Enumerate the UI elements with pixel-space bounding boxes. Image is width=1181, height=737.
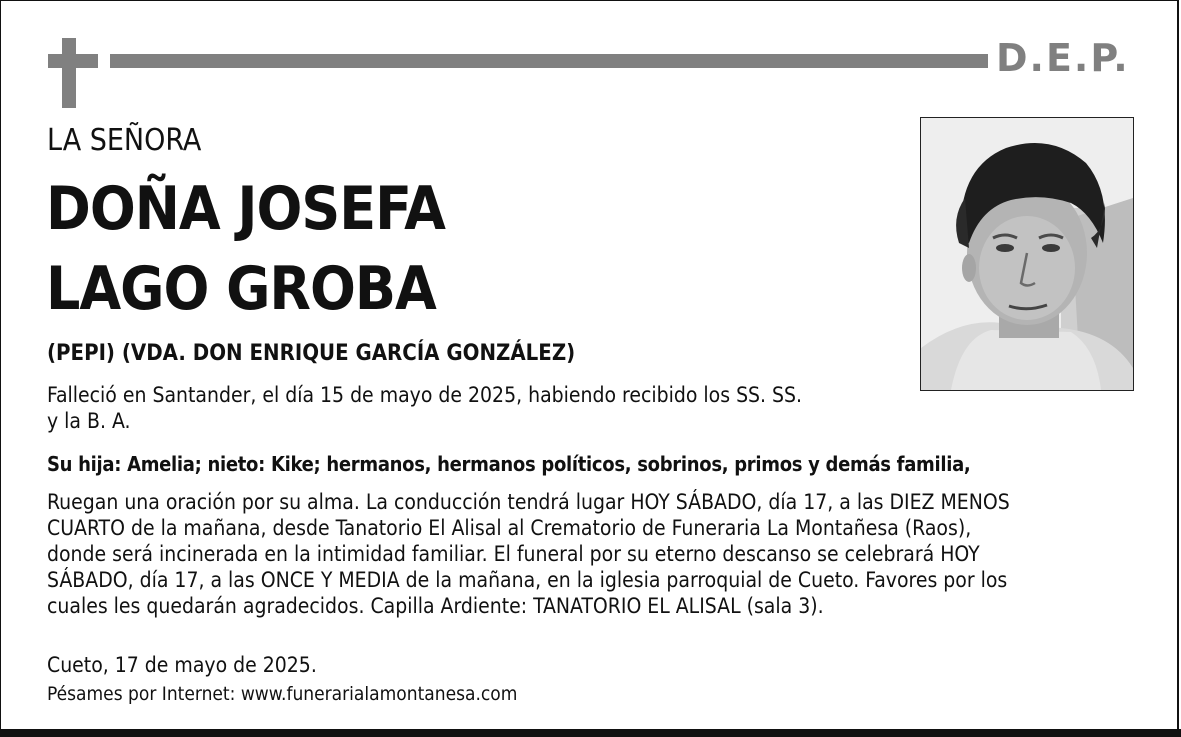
- condolences-line: Pésames por Internet: www.funerarialamontanesa.com: [47, 683, 518, 705]
- death-announcement: [47, 382, 907, 434]
- service-line: Ruegan una oración por su alma. La conducción tendrá lugar HOY SÁBADO, día 17, a las DIEZ MENOS: [47, 490, 1010, 514]
- cross-icon-horizontal: [48, 54, 98, 68]
- header-rule: [110, 54, 988, 68]
- deceased-title: LA SEÑORA: [47, 123, 202, 158]
- family-line: Su hija: Amelia; nieto: Kike; hermanos, hermanos políticos, sobrinos, primos y demás familia,: [47, 452, 971, 476]
- cross-icon-vertical: [62, 38, 76, 108]
- portrait-photo: [920, 117, 1134, 391]
- service-details: [47, 489, 1147, 619]
- service-line: donde será incinerada en la intimidad familiar. El funeral por su eterno descanso se celebrará HOY: [47, 542, 980, 566]
- service-line: cuales les quedarán agradecidos. Capilla Ardiente: TANATORIO EL ALISAL (sala 3).: [47, 594, 824, 618]
- deceased-name-line2: LAGO GROBA: [46, 254, 436, 324]
- bottom-rule: [0, 729, 1181, 737]
- service-line: CUARTO de la mañana, desde Tanatorio El Alisal al Crematorio de Funeraria La Montañesa (Raos),: [47, 516, 972, 540]
- deceased-name-line1: DOÑA JOSEFA: [46, 174, 445, 244]
- place-date: Cueto, 17 de mayo de 2025.: [47, 653, 317, 677]
- service-line: SÁBADO, día 17, a las ONCE Y MEDIA de la mañana, en la iglesia parroquial de Cueto. Favores por los: [47, 568, 1008, 592]
- death-line: Falleció en Santander, el día 15 de mayo de 2025, habiendo recibido los SS. SS.: [47, 383, 803, 407]
- death-line: y la B. A.: [47, 409, 131, 433]
- dep-label: D.E.P.: [996, 36, 1130, 80]
- deceased-alias: (PEPI) (VDA. DON ENRIQUE GARCÍA GONZÁLEZ): [47, 341, 576, 366]
- portrait-icon: [921, 118, 1133, 390]
